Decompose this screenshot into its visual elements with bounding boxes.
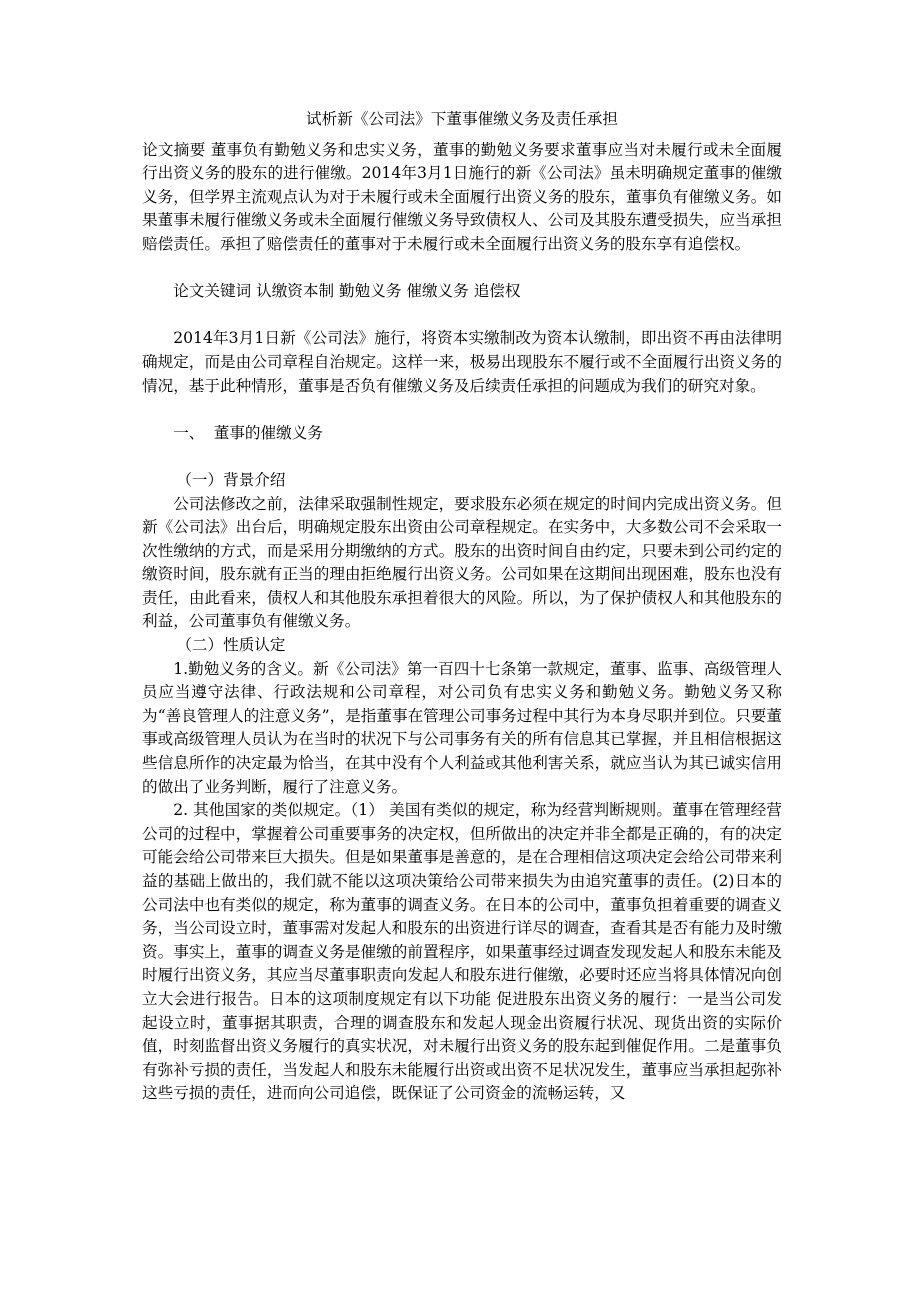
background-paragraph: 公司法修改之前，法律采取强制性规定，要求股东必须在规定的时间内完成出资义务。但新《公司法》出台后，明确规定股东出资由公司章程规定。在实务中，大多数公司不会采取一次性缴纳的方式，而是采用分期缴纳的方式。股东的出资时间自由约定，只要未到公司约定的缴资时间，股东就有正当的理由拒绝履行出资义务。公司如果在这期间出现困难，股东也没有责任，由此看来，债权人和其他股东承担着很大的风险。所以，为了保护债权人和其他股东的利益，公司董事负有催缴义务。 (142, 494, 782, 631)
spacer (142, 445, 782, 469)
spacer (142, 257, 782, 281)
document-page (142, 108, 782, 1106)
keywords-line: 论文关键词 认缴资本制 勤勉义务 催缴义务 追偿权 (173, 282, 521, 301)
foreign-rules-paragraph: 2. 其他国家的类似规定。（1） 美国有类似的规定，称为经营判断规则。董事在管理经营公司的过程中，掌握着公司重要事务的决定权，但所做出的决定并非全都是正确的，有的决定可能会给公司带来巨大损失。但是如果董事是善意的，是在合理相信这项决定会给公司带来利益的基础上做出的，我们就不能以这项决策给公司带来损失为由追究董事的责任。(2)日本的公司法中也有类似的规定，称为董事的调查义务。在日本的公司中，董事负担着重要的调查义务，当公司设立时，董事需对发起人和股东的出资进行详尽的调查，查看其是否有能力及时缴资。事实上，董事的调查义务是催缴的前置程序，如果董事经过调查发现发起人和股东未能及时履行出资义务，其应当尽董事职责向发起人和股东进行催缴，必要时还应当将具体情况向创立大会进行报告。日本的这项制度规定有以下功能 促进股东出资义务的履行：一是当公司发起设立时，董事据其职责，合理的调查股东和发起人现金出资履行状况、现货出资的实际价值，时刻监督出资义务履行的真实状况，对未履行出资义务的股东起到催促作用。二是董事负有弥补亏损的责任，当发起人和股东未能履行出资或出资不足状况发生，董事应当承担起弥补这些亏损的责任，进而向公司追偿，既保证了公司资金的流畅运转，又 (142, 801, 782, 1103)
document-title: 试析新《公司法》下董事催缴义务及责任承担 (306, 110, 618, 128)
abstract-paragraph: 论文摘要 董事负有勤勉义务和忠实义务，董事的勤勉义务要求董事应当对未履行或未全面履行出资义务的股东的进行催缴。2014年3月1日施行的新《公司法》虽未明确规定董事的催缴义务，但学界主流观点认为对于未履行或未全面履行出资义务的股东，董事负有催缴义务。如果董事未履行催缴义务或未全面履行催缴义务导致债权人、公司及其股东遭受损失，应当承担赔偿责任。承担了赔偿责任的董事对于未履行或未全面履行出资义务的股东享有追偿权。 (142, 140, 782, 253)
intro-paragraph: 2014年3月1日新《公司法》施行，将资本实缴制改为资本认缴制，即出资不再由法律明确规定，而是由公司章程自治规定。这样一来，极易出现股东不履行或不全面履行出资义务的情况，基于此种情形，董事是否负有催缴义务及后续责任承担的问题成为我们的研究对象。 (142, 329, 782, 395)
diligence-paragraph: 1.勤勉义务的含义。新《公司法》第一百四十七条第一款规定，董事、监事、高级管理人员应当遵守法律、行政法规和公司章程，对公司负有忠实义务和勤勉义务。勤勉义务又称为“善良管理人的注意义务”，是指董事在管理公司事务过程中其行为本身尽职并到位。只要董事或高级管理人员认为在当时的状况下与公司事务有关的所有信息其已掌握，并且相信根据这些信息所作的决定最为恰当，在其中没有个人利益或其他利害关系，就应当认为其已诚实信用的做出了业务判断，履行了注意义务。 (142, 659, 782, 796)
subsection-heading-background: （一）背景介绍 (176, 470, 286, 489)
section-heading (142, 422, 782, 446)
spacer (142, 398, 782, 422)
spacer (142, 304, 782, 328)
subsection-heading-nature: （二）性质认定 (176, 636, 286, 655)
spacer (142, 132, 782, 137)
section-number: 一、 (173, 423, 205, 442)
section-title: 董事的催缴义务 (213, 423, 323, 442)
